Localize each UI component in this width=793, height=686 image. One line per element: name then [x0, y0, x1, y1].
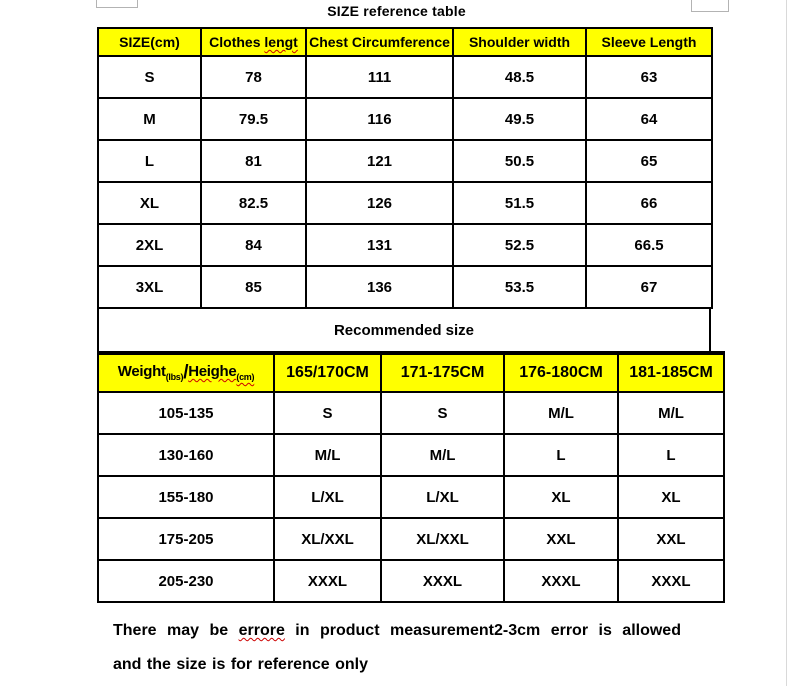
- col-header-size: SIZE(cm): [98, 28, 201, 56]
- size-cell: 52.5: [453, 224, 586, 266]
- size-cell: 48.5: [453, 56, 586, 98]
- size-row-xl: [98, 182, 712, 224]
- size-reference-table: [97, 27, 713, 309]
- recommended-cell: M/L: [274, 434, 381, 476]
- tables-stack: [97, 27, 725, 603]
- size-row-3xl: [98, 266, 712, 308]
- size-cell: 64: [586, 98, 712, 140]
- size-cell: 79.5: [201, 98, 306, 140]
- col-header-clothes-length: [201, 28, 306, 56]
- col-header-165-170cm: 165/170CM: [274, 353, 381, 392]
- misspelled-word: lengt: [264, 34, 298, 50]
- recommended-cell: L: [504, 434, 618, 476]
- col-header-171-175cm: 171-175CM: [381, 353, 504, 392]
- recommended-cell: L/XL: [381, 476, 504, 518]
- recommended-cell: S: [381, 392, 504, 434]
- recommended-cell: XXXL: [381, 560, 504, 602]
- col-header-181-185cm: 181-185CM: [618, 353, 724, 392]
- page-title: SIZE reference table: [327, 3, 466, 19]
- size-label: 3XL: [98, 266, 201, 308]
- size-cell: 63: [586, 56, 712, 98]
- col-header-chest-circumference: Chest Circumference: [306, 28, 453, 56]
- recommended-cell: M/L: [618, 392, 724, 434]
- recommended-size-banner: Recommended size: [97, 309, 711, 351]
- size-cell: 84: [201, 224, 306, 266]
- disclaimer-line-1: [113, 622, 681, 640]
- size-cell: 51.5: [453, 182, 586, 224]
- recommended-cell: L/XL: [274, 476, 381, 518]
- size-cell: 121: [306, 140, 453, 182]
- size-cell: 116: [306, 98, 453, 140]
- disclaimer-text: in product measurement2-3cm error is allowed: [284, 622, 681, 639]
- size-cell: 136: [306, 266, 453, 308]
- weight-range-label: 175-205: [98, 518, 274, 560]
- recommended-cell: XL: [618, 476, 724, 518]
- size-label: 2XL: [98, 224, 201, 266]
- weight-row: [98, 476, 724, 518]
- size-label: L: [98, 140, 201, 182]
- size-cell: 66.5: [586, 224, 712, 266]
- weight-label: Weight: [117, 363, 166, 380]
- recommended-cell: XXXL: [504, 560, 618, 602]
- weight-row: [98, 560, 724, 602]
- recommended-cell: XL/XXL: [274, 518, 381, 560]
- weight-range-label: 105-135: [98, 392, 274, 434]
- size-label: S: [98, 56, 201, 98]
- size-header-row: [98, 28, 712, 56]
- weight-row: [98, 434, 724, 476]
- header-text: Clothes: [209, 34, 265, 50]
- weight-header-row: [98, 353, 724, 392]
- recommended-cell: S: [274, 392, 381, 434]
- recommended-cell: M/L: [504, 392, 618, 434]
- height-unit-subscript: (cm): [236, 372, 255, 382]
- misspelled-word: errore: [238, 622, 285, 639]
- weight-row: [98, 392, 724, 434]
- slash-separator: /: [183, 362, 189, 383]
- size-row-m: [98, 98, 712, 140]
- recommended-cell: XL: [504, 476, 618, 518]
- weight-range-label: 155-180: [98, 476, 274, 518]
- size-cell: 81: [201, 140, 306, 182]
- recommended-cell: M/L: [381, 434, 504, 476]
- recommended-size-table: [97, 351, 725, 603]
- recommended-cell: XXXL: [274, 560, 381, 602]
- size-cell: 50.5: [453, 140, 586, 182]
- size-cell: 126: [306, 182, 453, 224]
- weight-range-label: 130-160: [98, 434, 274, 476]
- col-header-weight-height: [98, 353, 274, 392]
- page-edge-line: [786, 0, 787, 686]
- disclaimer-text: There may be: [113, 622, 239, 639]
- size-cell: 53.5: [453, 266, 586, 308]
- size-cell: 65: [586, 140, 712, 182]
- size-row-s: [98, 56, 712, 98]
- size-cell: 49.5: [453, 98, 586, 140]
- col-header-sleeve-length: Sleeve Length: [586, 28, 712, 56]
- weight-unit-subscript: (lbs): [165, 372, 184, 382]
- weight-range-label: 205-230: [98, 560, 274, 602]
- col-header-shoulder-width: Shoulder width: [453, 28, 586, 56]
- size-cell: 66: [586, 182, 712, 224]
- recommended-cell: XL/XXL: [381, 518, 504, 560]
- weight-row: [98, 518, 724, 560]
- height-label-misspelled: Heighe: [188, 363, 237, 380]
- disclaimer-line-2: and the size is for reference only: [113, 656, 368, 673]
- size-cell: 131: [306, 224, 453, 266]
- recommended-cell: XXXL: [618, 560, 724, 602]
- size-row-2xl: [98, 224, 712, 266]
- size-label: M: [98, 98, 201, 140]
- size-label: XL: [98, 182, 201, 224]
- size-row-l: [98, 140, 712, 182]
- size-cell: 82.5: [201, 182, 306, 224]
- recommended-cell: XXL: [504, 518, 618, 560]
- size-cell: 67: [586, 266, 712, 308]
- size-cell: 111: [306, 56, 453, 98]
- col-header-176-180cm: 176-180CM: [504, 353, 618, 392]
- size-cell: 85: [201, 266, 306, 308]
- size-cell: 78: [201, 56, 306, 98]
- recommended-cell: L: [618, 434, 724, 476]
- recommended-cell: XXL: [618, 518, 724, 560]
